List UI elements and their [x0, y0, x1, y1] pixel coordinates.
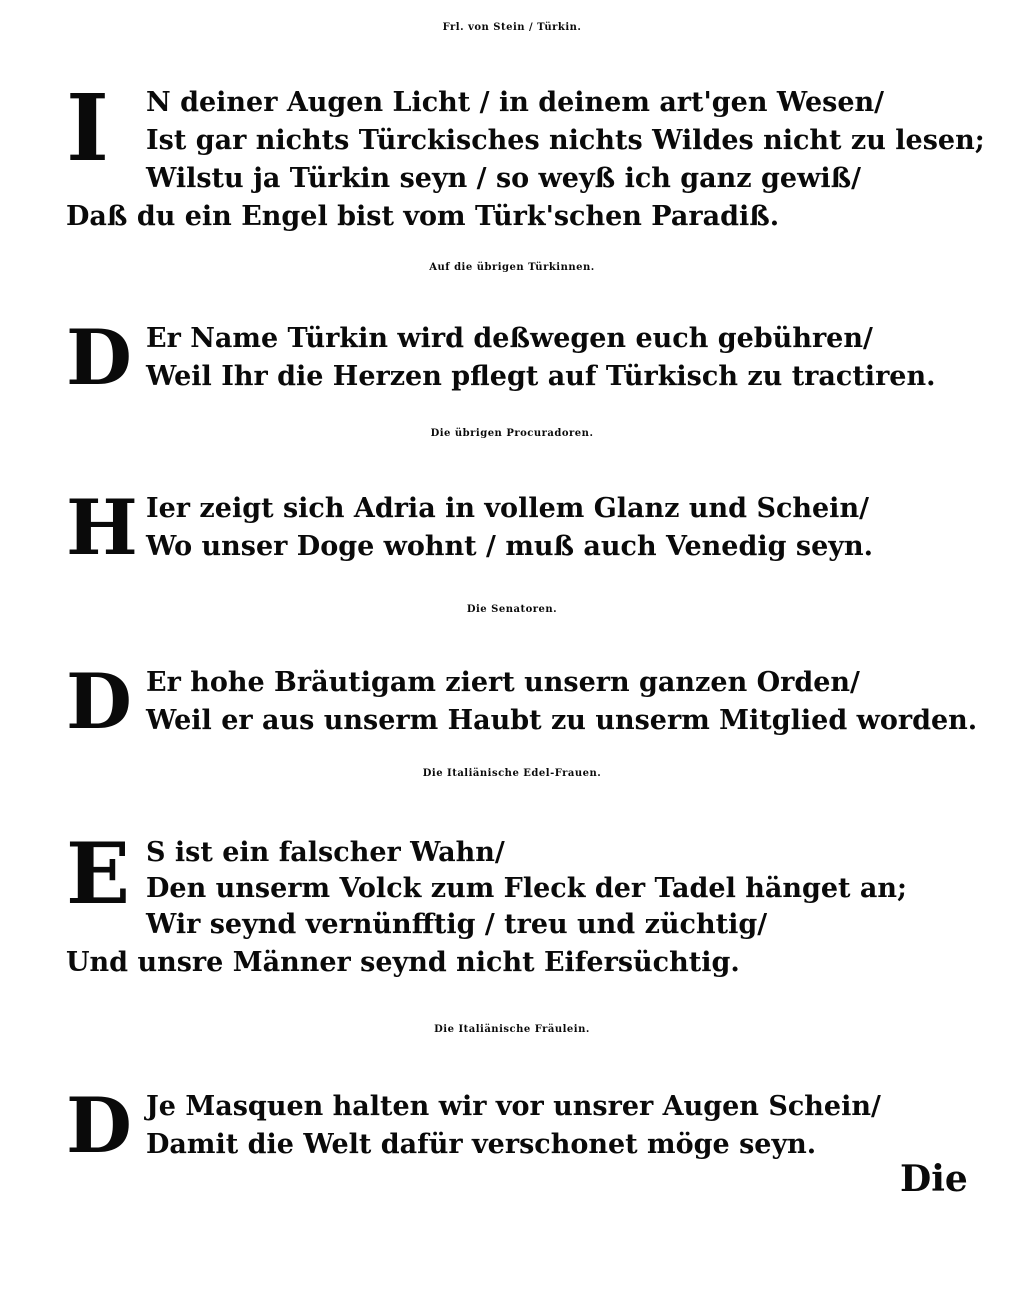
- verse-line: Wir seynd vernünfftig / treu und züchtig/: [146, 909, 768, 940]
- verse-line: Er hohe Bräutigam ziert unsern ganzen Orden/: [146, 667, 860, 698]
- verse-line: N deiner Augen Licht / in deinem art'gen Wesen/: [146, 87, 885, 118]
- verse-line: Je Masquen halten wir vor unsrer Augen Schein/: [146, 1091, 881, 1122]
- verse-line: Damit die Welt dafür verschonet möge seyn.: [146, 1129, 817, 1160]
- drop-cap: I: [66, 74, 110, 182]
- section-heading: Die Senatoren.: [466, 604, 558, 615]
- verse-line: Weil er aus unserm Haubt zu unserm Mitglied worden.: [146, 705, 978, 736]
- verse-line: Und unsre Männer seynd nicht Eifersüchtig.: [66, 947, 740, 978]
- drop-cap: E: [66, 824, 131, 923]
- section-heading: Auf die übrigen Türkinnen.: [429, 262, 595, 273]
- section-heading: Die Italiänische Edel-Frauen.: [422, 768, 602, 779]
- verse-line: S ist ein falscher Wahn/: [146, 837, 505, 868]
- drop-cap: D: [66, 657, 132, 746]
- drop-cap: H: [66, 483, 138, 572]
- verse-line: Daß du ein Engel bist vom Türk'schen Paradiß.: [66, 201, 780, 232]
- verse-line: Den unserm Volck zum Fleck der Tadel hänget an;: [146, 873, 907, 904]
- section-heading: Frl. von Stein / Türkin.: [442, 22, 582, 33]
- verse-line: Wilstu ja Türkin seyn / so weyß ich ganz gewiß/: [146, 163, 861, 194]
- verse-line: Ier zeigt sich Adria in vollem Glanz und Schein/: [146, 493, 869, 524]
- catchword: Die: [900, 1158, 968, 1200]
- drop-cap: D: [66, 1081, 132, 1170]
- drop-cap: D: [66, 313, 132, 402]
- section-heading: Die übrigen Procuradoren.: [430, 428, 594, 439]
- verse-line: Weil Ihr die Herzen pflegt auf Türkisch zu tractiren.: [146, 361, 936, 392]
- verse-line: Wo unser Doge wohnt / muß auch Venedig seyn.: [146, 531, 873, 562]
- verse-line: Ist gar nichts Türckisches nichts Wildes nicht zu lesen;: [146, 125, 985, 156]
- verse-line: Er Name Türkin wird deßwegen euch gebühren/: [146, 323, 873, 354]
- section-heading: Die Italiänische Fräulein.: [434, 1024, 590, 1035]
